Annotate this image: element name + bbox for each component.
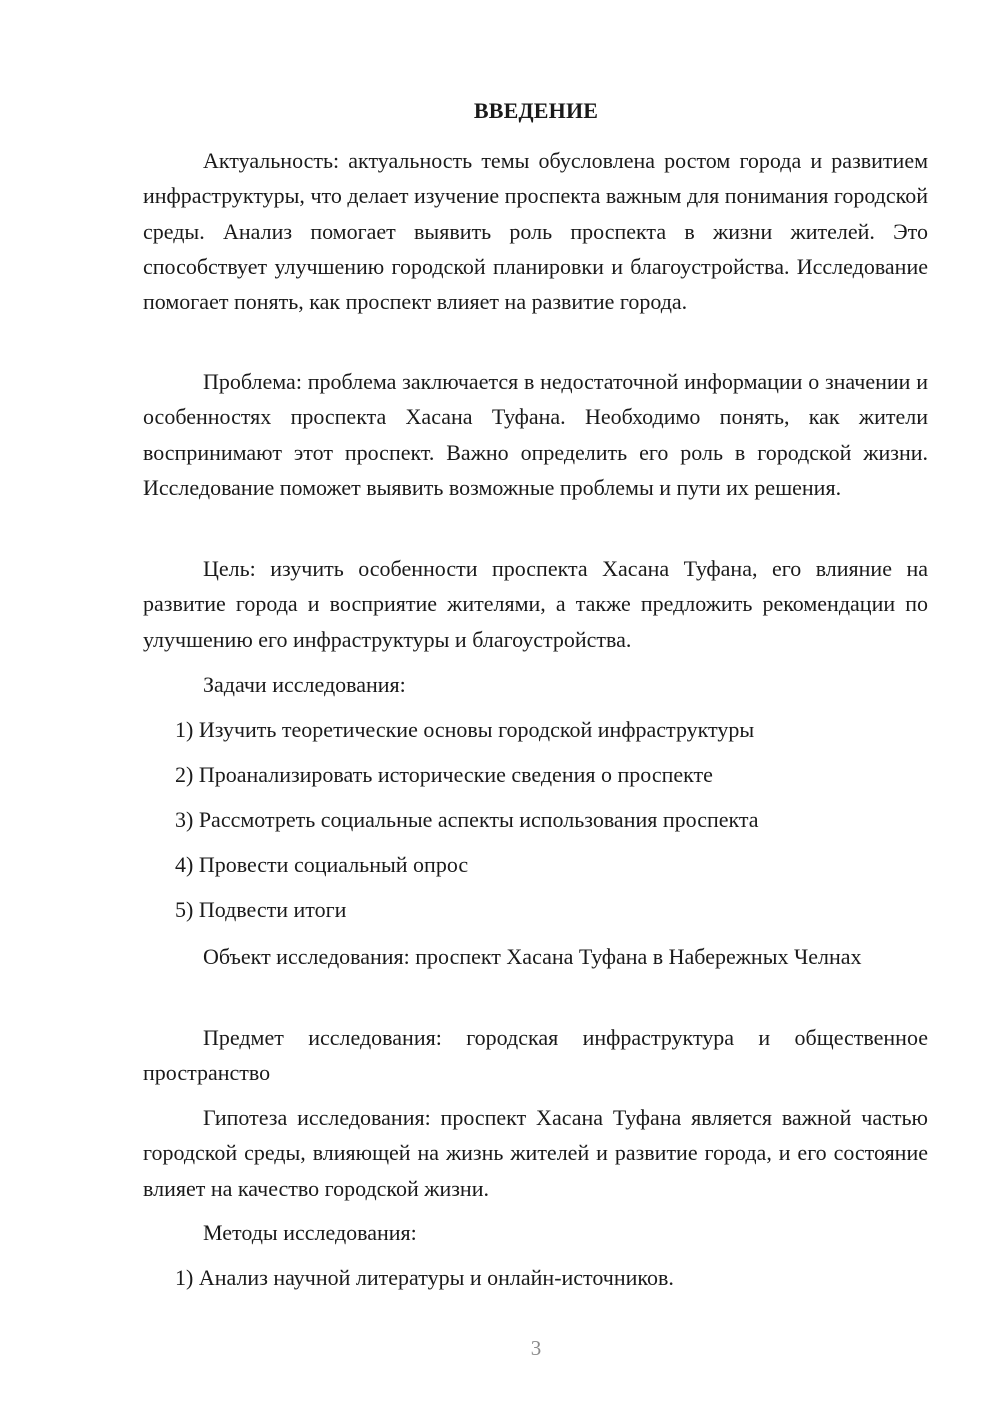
task-item: 4) Провести социальный опрос: [175, 852, 469, 877]
paragraph-subject: Предмет исследования: городская инфраструктура и общественное пространство: [143, 1025, 928, 1086]
paragraph-object: Объект исследования: проспект Хасана Туфана в Набережных Челнах: [203, 944, 862, 969]
paragraph-problem: Проблема: проблема заключается в недостаточной информации о значении и особенностях проспекта Хасана Туфана. Необходимо понять, как жители воспринимают этот проспект. Важно определить его роль в городской жизни. Исследование поможет выявить возможные проблемы и пути их решения.: [143, 369, 928, 500]
paragraph-hypothesis: Гипотеза исследования: проспект Хасана Туфана является важной частью городской среды, влияющей на жизнь жителей и развитие города, и его состояние влияет на качество городской жизни.: [143, 1105, 928, 1201]
task-item: 1) Изучить теоретические основы городской инфраструктуры: [175, 717, 755, 742]
page-title: ВВЕДЕНИЕ: [473, 98, 599, 123]
methods-heading: Методы исследования:: [203, 1220, 417, 1245]
tasks-heading: Задачи исследования:: [203, 672, 406, 697]
task-item: 3) Рассмотреть социальные аспекты использования проспекта: [175, 807, 759, 832]
method-item: 1) Анализ научной литературы и онлайн-источников.: [175, 1265, 674, 1290]
task-item: 5) Подвести итоги: [175, 897, 347, 922]
paragraph-goal: Цель: изучить особенности проспекта Хасана Туфана, его влияние на развитие города и восприятие жителями, а также предложить рекомендации по улучшению его инфраструктуры и благоустройства.: [143, 556, 928, 652]
task-item: 2) Проанализировать исторические сведения о проспекте: [175, 762, 713, 787]
page-number: 3: [530, 1336, 542, 1360]
paragraph-relevance: Актуальность: актуальность темы обусловлена ростом города и развитием инфраструктуры, что делает изучение проспекта важным для понимания городской среды. Анализ помогает выявить роль проспекта в жизни жителей. Это способствует улучшению городской планировки и благоустройства. Исследование помогает понять, как проспект влияет на развитие города.: [143, 148, 928, 315]
